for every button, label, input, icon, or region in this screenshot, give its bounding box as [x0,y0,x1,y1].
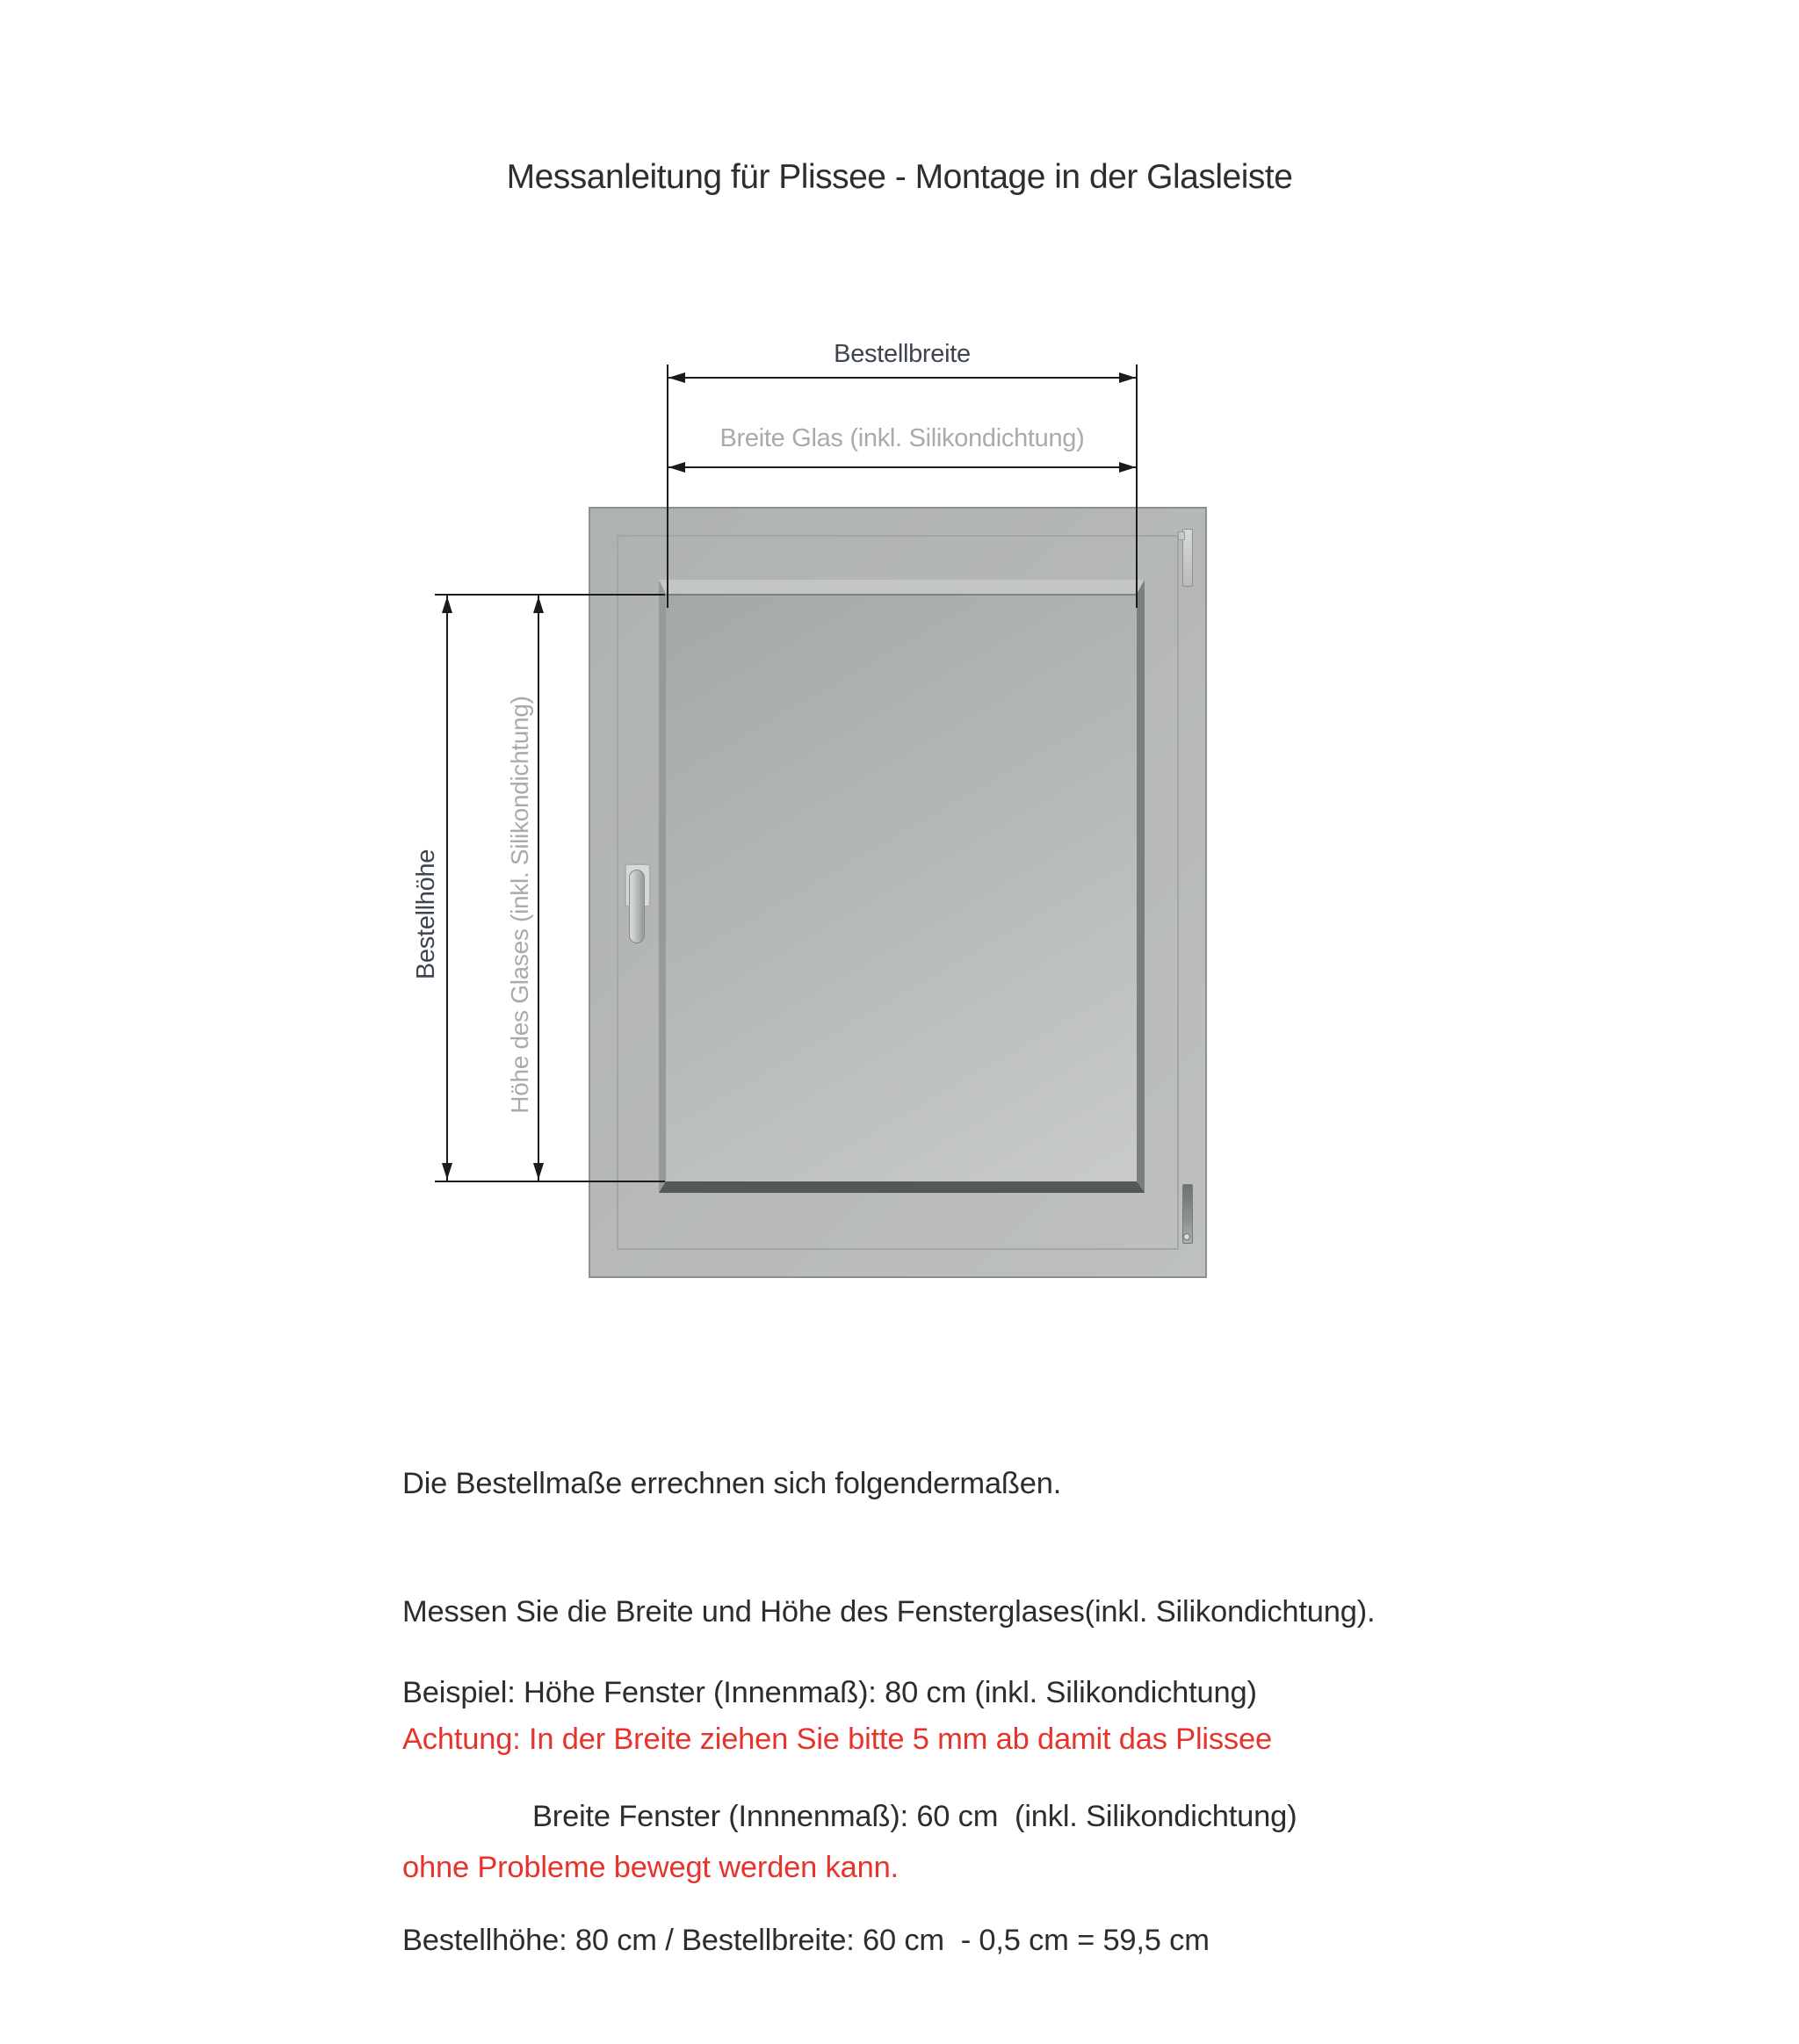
example-paragraph [402,1590,1297,2044]
window-handle-icon [629,870,645,943]
example-line-1: Beispiel: Höhe Fenster (Innenmaß): 80 cm (inkl. Silikondichtung) [402,1676,1257,1709]
example-line-2: Breite Fenster (Innnenmaß): 60 cm (inkl. Silikondichtung) [532,1800,1297,1833]
example-line-3: Bestellhöhe: 80 cm / Bestellbreite: 60 cm - 0,5 cm = 59,5 cm [402,1924,1210,1957]
dim-order-height-line [446,596,448,1181]
window-hinge-top [1182,529,1193,587]
page-title: Messanleitung für Plissee - Montage in der Glasleiste [506,158,1293,196]
dim-glass-height-line [538,596,539,1181]
window-glass [659,580,1145,1193]
arrowhead-order-width-left [668,372,685,383]
arrowhead-glass-height-top [533,596,544,613]
tick-line-right [1136,365,1138,608]
extension-line-top [435,594,665,596]
warning-line-1: Achtung: In der Breite ziehen Sie bitte 5 mm ab damit das Plissee [402,1723,1272,1756]
label-glass-width: Breite Glas (inkl. Silikondichtung) [719,424,1085,452]
label-order-width: Bestellbreite [834,340,971,368]
instruction-line-1: Die Bestellmaße errechnen sich folgendermaßen. [402,1467,1062,1500]
warning-line-2: ohne Probleme bewegt werden kann. [402,1850,899,1884]
window-hinge-bottom [1182,1184,1193,1244]
dim-order-width-line [668,377,1137,379]
instruction-line-2: Messen Sie die Breite und Höhe des Fensterglases(inkl. Silikondichtung). [402,1594,1376,1629]
arrowhead-order-height-top [442,596,452,613]
tick-line-left [667,365,668,608]
arrowhead-order-height-bottom [442,1163,452,1180]
arrowhead-glass-height-bottom [533,1163,544,1180]
arrowhead-glass-width-right [1119,462,1136,473]
label-glass-height: Höhe des Glases (inkl. Silikondichtung) [506,696,533,1114]
dim-glass-width-line [668,466,1137,468]
arrowhead-glass-width-left [668,462,685,473]
arrowhead-order-width-right [1119,372,1136,383]
label-order-height: Bestellhöhe [412,849,440,980]
extension-line-bottom [435,1181,665,1182]
